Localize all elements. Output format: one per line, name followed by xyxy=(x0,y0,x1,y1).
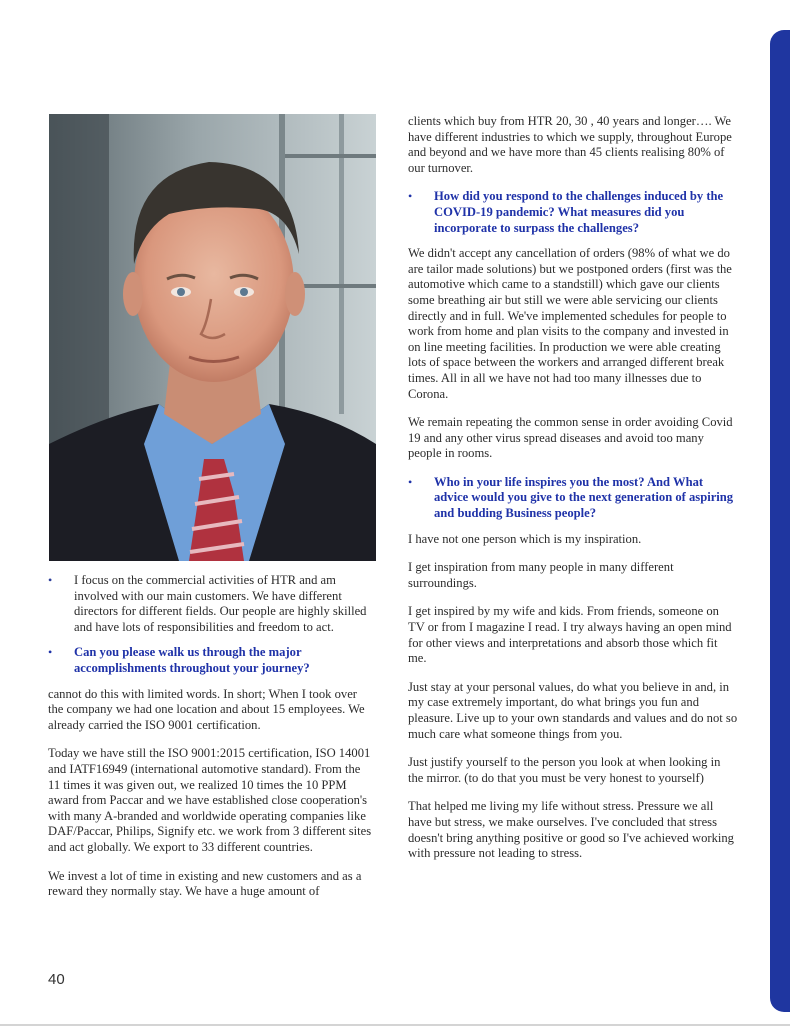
question-2 xyxy=(408,189,738,236)
bullet-dot: • xyxy=(408,189,413,204)
answer-3-paragraph-6: That helped me living my life without stress. Pressure we all have but stress, we make ourselves. I've concluded that stress doesn't bring anything positive or good so I've achieved working with pressure not leading to stress. xyxy=(408,799,734,861)
question-3 xyxy=(408,475,738,522)
answer-3-paragraph-2: I get inspiration from many people in many different surroundings. xyxy=(408,560,674,590)
answer-3-paragraph-1: I have not one person which is my inspiration. xyxy=(408,531,642,546)
question-1-text: Can you please walk us through the major accomplishments throughout your journey? xyxy=(74,645,310,675)
answer-3-paragraph-3: I get inspired by my wife and kids. From friends, someone on TV or from I magazine I read. I try always having an open mind for other views and interpretations and absorb those which fit me. xyxy=(408,604,732,666)
left-text-column xyxy=(48,573,374,913)
bullet-dot: • xyxy=(408,474,413,489)
bullet-dot: • xyxy=(48,645,53,660)
intro-bullet xyxy=(48,573,374,635)
portrait-photo xyxy=(49,114,376,561)
answer-2-paragraph-2: We remain repeating the common sense in order avoiding Covid 19 and any other virus spread diseases and avoid too many people in rooms. xyxy=(408,415,733,461)
bullet-dot: • xyxy=(48,573,53,587)
page-number: 40 xyxy=(48,971,65,988)
question-1 xyxy=(48,645,374,676)
answer-1-paragraph-1: cannot do this with limited words. In short; When I took over the company we had one location and about 15 employees. We already carried the ISO 9001 certification. xyxy=(48,686,365,732)
intro-bullet-text: I focus on the commercial activities of HTR and am involved with our main customers. We have different directors for different fields. Our people are highly skilled and have lots of responsibilities and freedom to act. xyxy=(74,573,367,634)
answer-1-paragraph-4: clients which buy from HTR 20, 30 , 40 years and longer…. We have different industries to which we supply, throughout Europe and beyond and we have more than 45 clients realising 80% of our turnover. xyxy=(408,114,732,175)
right-text-column xyxy=(408,114,738,875)
answer-3-paragraph-5: Just justify yourself to the person you look at when looking in the mirror. (to do that you must be very honest to yourself) xyxy=(408,755,721,785)
answer-1-paragraph-3: We invest a lot of time in existing and new customers and as a reward they normally stay. We have a huge amount of xyxy=(48,868,362,899)
answer-1-paragraph-2: Today we have still the ISO 9001:2015 certification, ISO 14001 and IATF16949 (international automotive standard). From the 11 times it was given out, we realized 10 times the 10 PPM award from Paccar and we have established close cooperation's with many A-branded and worldwide operating companies like DAF/Paccar, Philips, Signify etc. we work from 3 different sites and act globally. We export to 33 different countries. xyxy=(48,746,372,854)
page-edge-tab xyxy=(770,30,790,1012)
answer-3-paragraph-4: Just stay at your personal values, do what you believe in and, in my case extremely important, do what brings you fun and pleasure. Live up to your own standards and values and do not so much care what someone things from you. xyxy=(408,679,738,741)
bottom-divider xyxy=(0,1024,790,1026)
question-3-text: Who in your life inspires you the most? And What advice would you give to the next generation of aspiring and budding Business people? xyxy=(434,474,734,521)
question-2-text: How did you respond to the challenges induced by the COVID-19 pandemic? What measures did you incorporate to surpass the challenges? xyxy=(434,189,724,235)
answer-2-paragraph-1: We didn't accept any cancellation of orders (98% of what we do are tailor made solutions) but we postponed orders (first was the automotive which came to a standstill) which gave our clients some breathing air but still we were able servicing our clients directly and in full. We've implemented schedules for people to work from home and plan visits to the company and invested in on line meeting facilities. In production we were able creating lots of space between the workers and arranged different break times. All in all we have not had too many illnesses due to Corona. xyxy=(408,246,732,401)
